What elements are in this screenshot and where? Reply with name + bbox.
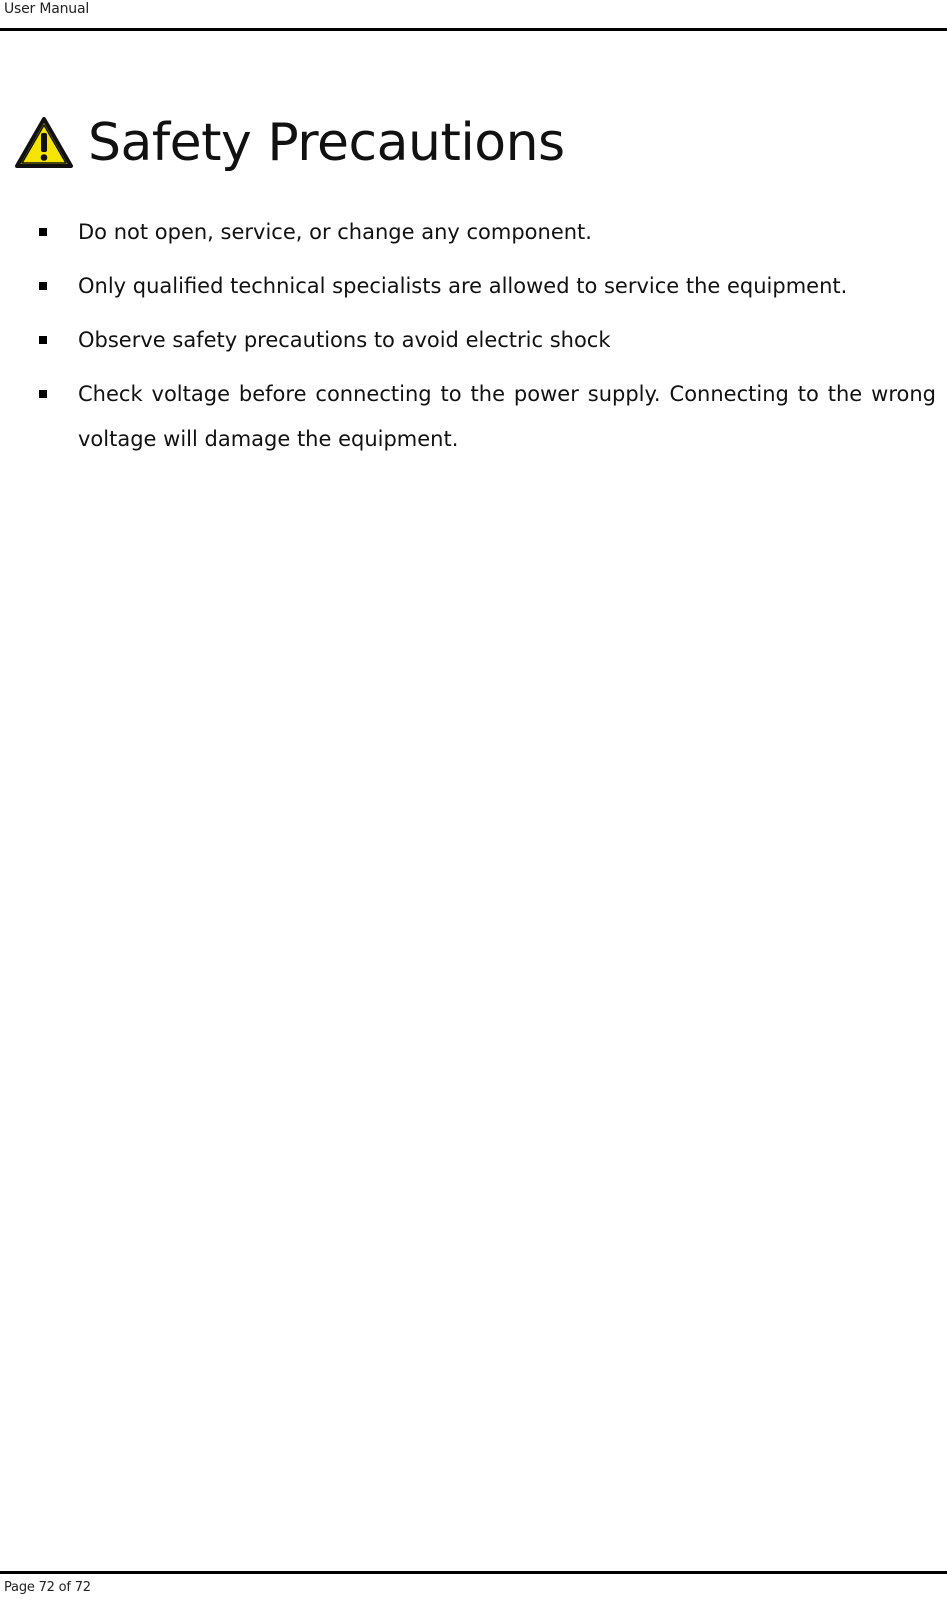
square-bullet-icon (39, 390, 47, 398)
header-title: User Manual (4, 1, 90, 17)
list-item-text: Do not open, service, or change any component. (78, 220, 592, 244)
list-item (36, 372, 936, 462)
safety-bullet-list (36, 210, 936, 471)
header-divider (0, 28, 947, 31)
square-bullet-icon (39, 228, 47, 236)
list-item-text: Only qualified technical specialists are allowed to service the equipment. (78, 274, 848, 298)
page-number: Page 72 of 72 (4, 1580, 91, 1595)
list-item-text: Observe safety precautions to avoid electric shock (78, 328, 611, 352)
page-title: Safety Precautions (88, 113, 565, 173)
square-bullet-icon (39, 282, 47, 290)
footer-divider (0, 1571, 947, 1574)
list-item (36, 264, 936, 309)
list-item-text: Check voltage before connecting to the power supply. Connecting to the wrong voltage will damage the equipment. (78, 382, 936, 451)
list-item (36, 210, 936, 255)
page-header (0, 0, 947, 28)
section-title-row (14, 108, 565, 178)
warning-triangle-icon (14, 116, 74, 170)
list-item (36, 318, 936, 363)
square-bullet-icon (39, 336, 47, 344)
